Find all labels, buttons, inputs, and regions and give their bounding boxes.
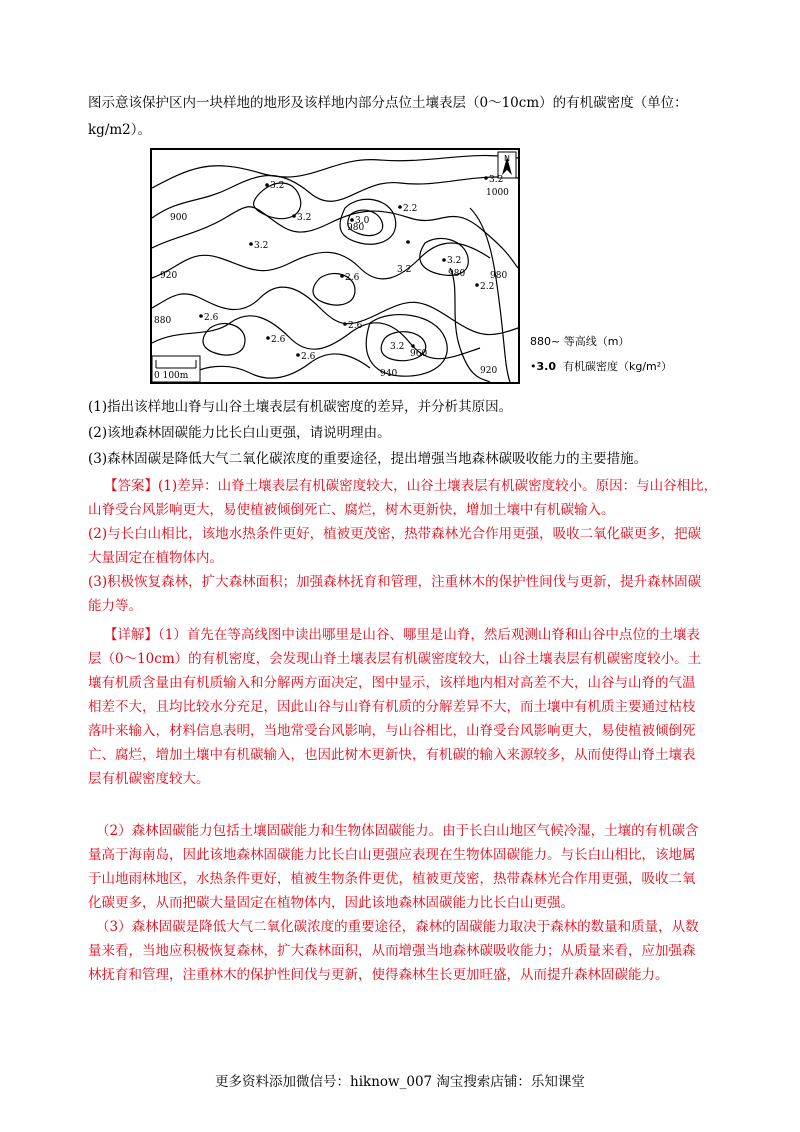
contour-label: 980	[347, 223, 365, 233]
detail-line: 层有机碳密度较大。	[88, 771, 210, 787]
density-label: 3.2	[297, 213, 312, 223]
contour-label: 920	[480, 366, 498, 376]
contour-map	[150, 148, 520, 384]
question-1: (1)指出该样地山脊与山谷土壤表层有机碳密度的差异，并分析其原因。	[88, 399, 513, 415]
density-label: 3.2	[270, 181, 285, 191]
detail-line: 落叶来输入，材料信息表明，当地常受台风影响，与山谷相比，山脊受台风影响更大，易使植被倾倒死	[88, 723, 696, 739]
contour-label: 980	[490, 271, 508, 281]
contour-label: 900	[170, 213, 188, 223]
answer-line: 能力等。	[88, 598, 142, 614]
density-label: 3.2	[489, 175, 504, 185]
question-3: (3)森林固碳是降低大气二氧化碳浓度的重要途径，提出增强当地森林碳吸收能力的主要措施。	[88, 451, 648, 467]
legend-point-value: 3.0	[536, 360, 556, 373]
north-label: N	[504, 154, 510, 163]
detail-line: 亡、腐烂，增加土壤中有机碳输入，也因此树木更新快，有机碳的输入来源较多，从而使得山脊土壤表	[88, 747, 696, 763]
density-label: 2.6	[204, 313, 219, 323]
contour-label: 880	[154, 316, 172, 326]
detail-line: （3）森林固碳是降低大气二氧化碳浓度的重要途径，森林的固碳能力取决于森林的数量和质量，从数	[96, 919, 699, 935]
detail-line: 量高于海南岛，因此该地森林固碳能力比长白山更强应表现在生物体固碳能力。与长白山相比，该地属	[88, 847, 696, 863]
answer-line: (3)积极恢复森林，扩大森林面积；加强森林抚育和管理，注重林木的保护性间伐与更新，提升森林固碳	[88, 574, 702, 590]
density-label: 2.6	[348, 321, 363, 331]
page-footer: 更多资料添加微信号：hiknow_007 淘宝搜索店铺：乐知课堂	[215, 1074, 585, 1090]
contour-label: 960	[410, 349, 428, 359]
contour-label: 920	[160, 271, 178, 281]
legend-contour	[530, 333, 629, 349]
detail-tag: 【详解】	[104, 627, 158, 643]
legend-contour-value: 880	[530, 335, 551, 348]
answer-line: 【答案】(1)差异：山脊土壤表层有机碳密度较大，山谷土壤表层有机碳密度较小。原因：与山谷相比，	[104, 478, 718, 494]
density-label: 2.6	[301, 352, 316, 362]
detail-line: （2）森林固碳能力包括土壤固碳能力和生物体固碳能力。由于长白山地区气候冷湿，土壤的有机碳含	[96, 823, 699, 839]
legend-point	[530, 358, 672, 374]
density-label: 3.2	[447, 256, 462, 266]
detail-line: 相差不大，且均比较水分充足，因此山谷与山脊有机质的分解差异不大，而土壤中有机质主要通过枯枝	[88, 699, 696, 715]
detail-line: 壤有机质含量由有机质输入和分解两方面决定，图中显示，该样地内相对高差不大，山谷与山脊的气温	[88, 675, 696, 691]
answer-tag: 【答案】	[104, 478, 158, 494]
answer-line: (2)与长白山相比，该地水热条件更好，植被更茂密，热带森林光合作用更强，吸收二氧化碳更多，把碳	[88, 526, 702, 542]
density-label: 3.2	[390, 342, 405, 352]
detail-line: 于山地雨林地区，水热条件更好，植被生物条件更优，植被更茂密，热带森林光合作用更强，吸收二氧	[88, 871, 696, 887]
contour-label: 980	[448, 269, 466, 279]
legend-contour-text: 等高线（m）	[563, 335, 630, 348]
intro-line-1: 图示意该保护区内一块样地的地形及该样地内部分点位土壤表层（0～10cm）的有机碳密度（单位：	[88, 95, 688, 111]
legend-dot-icon: •	[530, 360, 537, 373]
density-label: 3.2	[397, 265, 412, 275]
contour-label: 1000	[486, 188, 509, 198]
detail-line: 【详解】（1）首先在等高线图中读出哪里是山谷、哪里是山脊，然后观测山脊和山谷中点位的土壤表	[104, 627, 700, 643]
legend-tilde: ~	[551, 335, 564, 348]
detail-line: 层（0～10cm）的有机密度，会发现山脊土壤表层有机碳密度较大，山谷土壤表层有机碳密度较小。土	[88, 651, 702, 667]
density-label: 2.6	[345, 273, 360, 283]
density-label: 3.2	[254, 241, 269, 251]
density-label: 2.2	[403, 204, 418, 214]
density-label: 3.0	[355, 216, 370, 226]
scale-label: 0 100m	[154, 371, 189, 381]
detail-line: 化碳更多，从而把碳大量固定在植物体内，因此该地森林固碳能力比长白山更强。	[88, 895, 574, 911]
detail-line: 量来看，当地应积极恢复森林，扩大森林面积，从而增强当地森林碳吸收能力；从质量来看，应加强森	[88, 943, 696, 959]
question-2: (2)该地森林固碳能力比长白山更强，请说明理由。	[88, 425, 391, 441]
answer-line: 山脊受台风影响更大，易使植被倾倒死亡、腐烂，树木更新快，增加土壤中有机碳输入。	[88, 502, 615, 518]
density-label: 2.2	[480, 282, 495, 292]
legend-point-text: 有机碳密度（kg/m²）	[563, 360, 673, 373]
density-label: 2.6	[271, 335, 286, 345]
contour-label: 940	[380, 369, 398, 379]
answer-line: 大量固定在植物体内。	[88, 550, 223, 566]
detail-line: 林抚育和管理，注重林木的保护性间伐与更新，使得森林生长更加旺盛，从而提升森林固碳能力。	[88, 967, 669, 983]
intro-line-2: kg/m2）。	[88, 122, 152, 138]
